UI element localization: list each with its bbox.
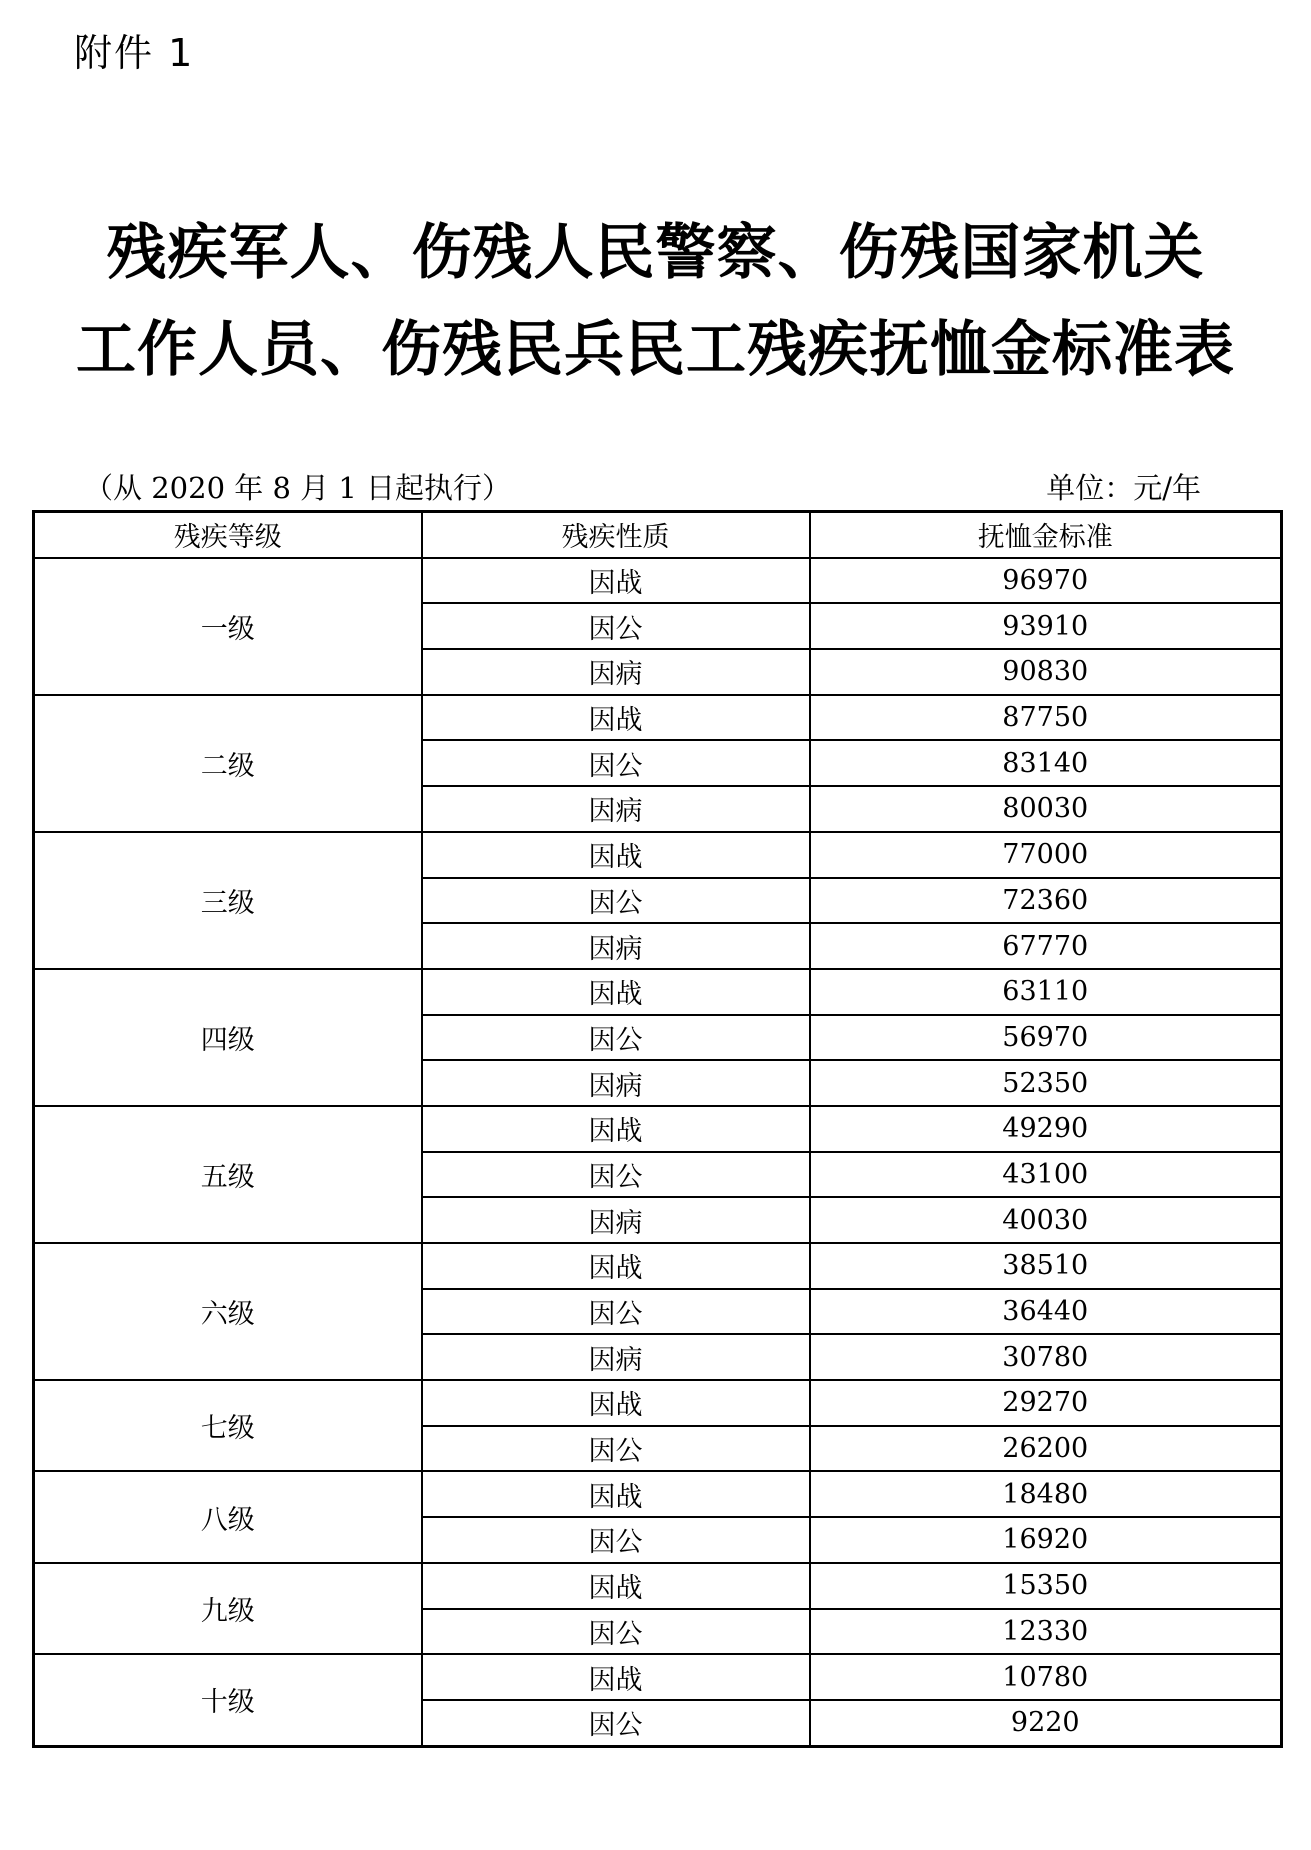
pension-standard-table [32,510,1283,1748]
table-row [34,832,1282,878]
disability-level-cell: 七级 [34,1380,422,1471]
disability-nature-cell: 因公 [422,1609,810,1655]
disability-nature-cell: 因战 [422,1243,810,1289]
disability-nature-cell: 因公 [422,878,810,924]
disability-nature-cell: 因公 [422,1426,810,1472]
pension-amount-cell: 77000 [810,832,1282,878]
pension-amount-cell: 30780 [810,1334,1282,1380]
pension-amount-cell: 12330 [810,1609,1282,1655]
document-title-line-1: 残疾军人、伤残人民警察、伤残国家机关 [106,218,1205,288]
pension-amount-cell: 93910 [810,603,1282,649]
header-pension-standard: 抚恤金标准 [810,512,1282,558]
disability-nature-cell: 因战 [422,1471,810,1517]
disability-nature-cell: 因公 [422,1289,810,1335]
disability-nature-cell: 因病 [422,923,810,969]
disability-nature-cell: 因公 [422,603,810,649]
pension-amount-cell: 43100 [810,1152,1282,1198]
disability-nature-cell: 因战 [422,695,810,741]
pension-amount-cell: 10780 [810,1654,1282,1700]
disability-level-cell: 二级 [34,695,422,832]
disability-level-cell: 六级 [34,1243,422,1380]
disability-level-cell: 八级 [34,1471,422,1562]
pension-amount-cell: 38510 [810,1243,1282,1289]
header-disability-level: 残疾等级 [34,512,422,558]
pension-amount-cell: 36440 [810,1289,1282,1335]
disability-nature-cell: 因公 [422,1517,810,1563]
disability-nature-cell: 因病 [422,786,810,832]
table-row [34,695,1282,741]
disability-nature-cell: 因战 [422,558,810,604]
table-row [34,1243,1282,1289]
table-row [34,1380,1282,1426]
unit-note: 单位：元/年 [1046,471,1201,505]
document-title-line-2: 工作人员、伤残民兵民工残疾抚恤金标准表 [76,315,1235,385]
pension-amount-cell: 96970 [810,558,1282,604]
pension-amount-cell: 63110 [810,969,1282,1015]
disability-nature-cell: 因战 [422,832,810,878]
table-row [34,1106,1282,1152]
pension-amount-cell: 80030 [810,786,1282,832]
pension-amount-cell: 16920 [810,1517,1282,1563]
disability-nature-cell: 因战 [422,1563,810,1609]
disability-nature-cell: 因公 [422,1015,810,1061]
disability-nature-cell: 因战 [422,969,810,1015]
pension-amount-cell: 56970 [810,1015,1282,1061]
disability-level-cell: 一级 [34,558,422,695]
disability-nature-cell: 因病 [422,1060,810,1106]
disability-nature-cell: 因病 [422,1197,810,1243]
disability-nature-cell: 因病 [422,649,810,695]
pension-amount-cell: 67770 [810,923,1282,969]
disability-level-cell: 四级 [34,969,422,1106]
pension-amount-cell: 15350 [810,1563,1282,1609]
execution-date-note: （从 2020 年 8 月 1 日起执行） [84,471,512,505]
table-row [34,1471,1282,1517]
pension-amount-cell: 40030 [810,1197,1282,1243]
pension-amount-cell: 87750 [810,695,1282,741]
disability-level-cell: 五级 [34,1106,422,1243]
table-row [34,1654,1282,1700]
disability-level-cell: 九级 [34,1563,422,1654]
table-row [34,558,1282,604]
disability-nature-cell: 因公 [422,740,810,786]
disability-level-cell: 三级 [34,832,422,969]
disability-nature-cell: 因公 [422,1700,810,1746]
pension-amount-cell: 26200 [810,1426,1282,1472]
attachment-label: 附件 1 [74,31,195,75]
pension-amount-cell: 49290 [810,1106,1282,1152]
table-header-row [34,512,1282,558]
disability-nature-cell: 因公 [422,1152,810,1198]
pension-amount-cell: 72360 [810,878,1282,924]
pension-amount-cell: 9220 [810,1700,1282,1746]
disability-nature-cell: 因病 [422,1334,810,1380]
table-row [34,969,1282,1015]
pension-amount-cell: 90830 [810,649,1282,695]
table-row [34,1563,1282,1609]
pension-amount-cell: 52350 [810,1060,1282,1106]
table-body [34,558,1282,1746]
disability-nature-cell: 因战 [422,1380,810,1426]
disability-level-cell: 十级 [34,1654,422,1746]
disability-nature-cell: 因战 [422,1106,810,1152]
pension-amount-cell: 29270 [810,1380,1282,1426]
header-disability-nature: 残疾性质 [422,512,810,558]
pension-amount-cell: 83140 [810,740,1282,786]
disability-nature-cell: 因战 [422,1654,810,1700]
pension-amount-cell: 18480 [810,1471,1282,1517]
